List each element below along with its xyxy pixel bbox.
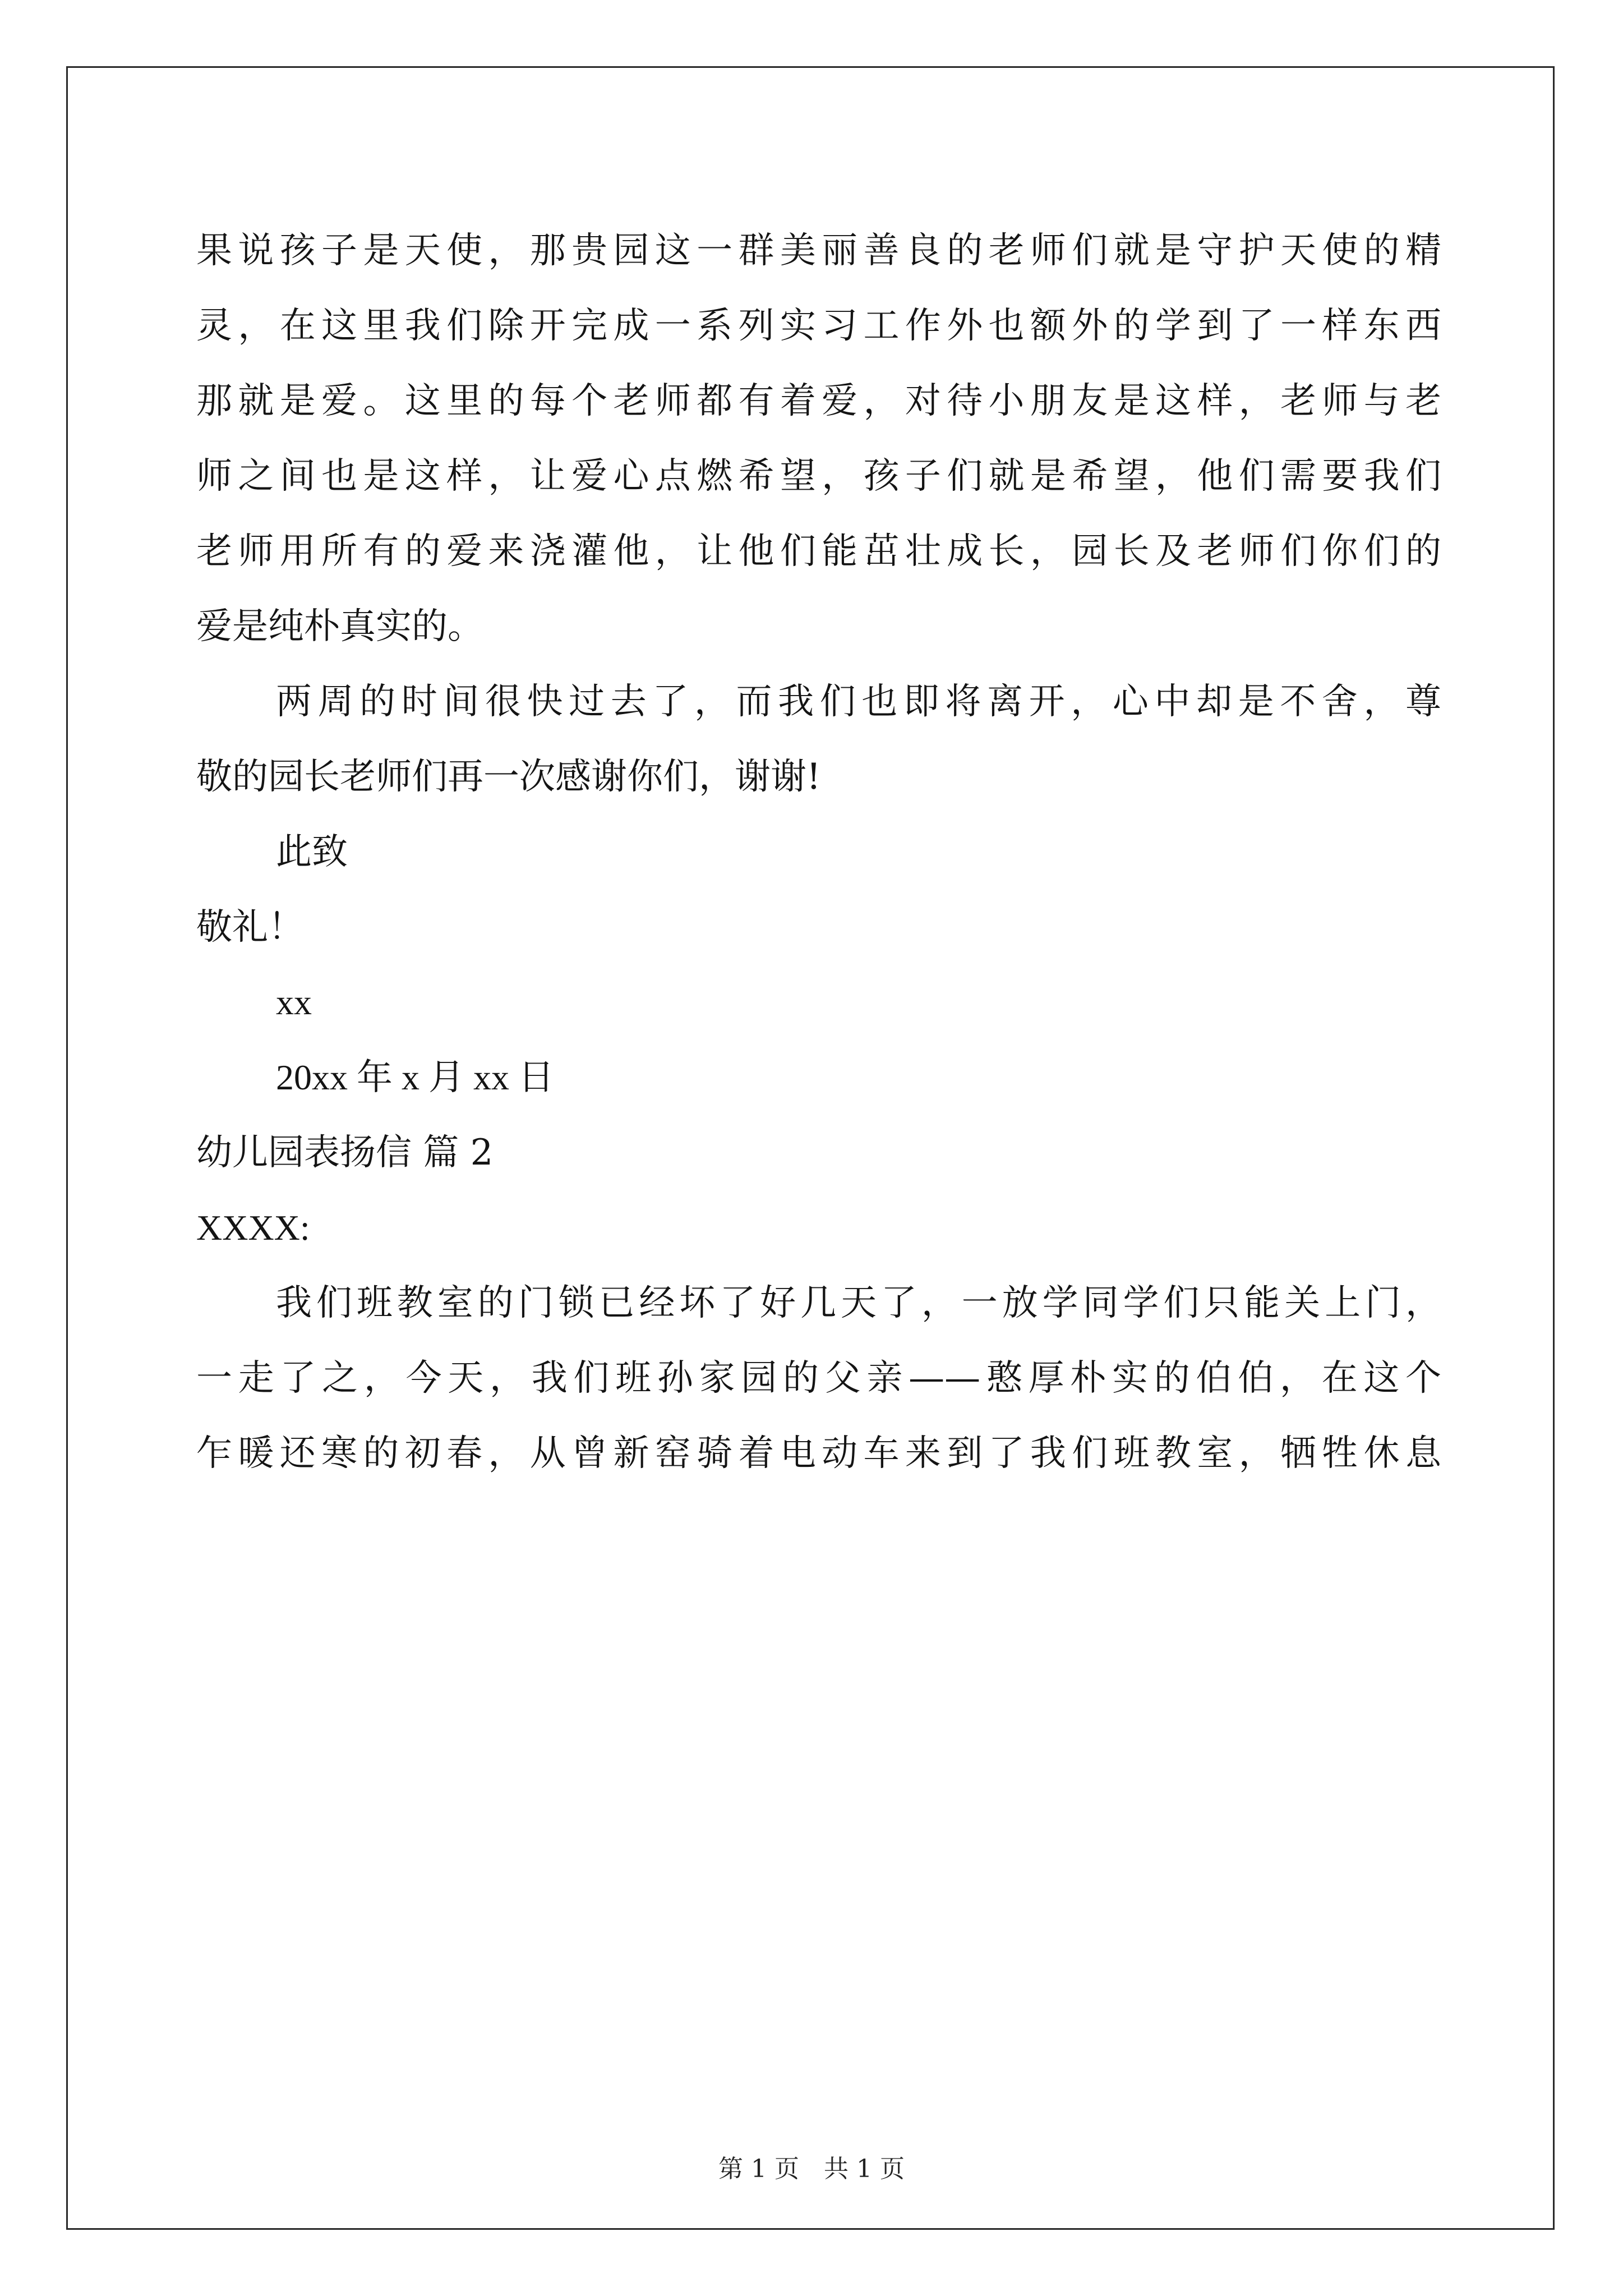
- section-title: 幼儿园表扬信 篇 2: [196, 1132, 494, 1174]
- paragraph-line: 老师用所有的爱来浇灌他，让他们能茁壮成长，园长及老师们你们的: [196, 531, 1441, 572]
- paragraph-line: 两周的时间很快过去了，而我们也即将离开，心中却是不舍，尊: [276, 681, 1441, 723]
- letter-date: 20xx 年 x 月 xx 日: [276, 1057, 554, 1097]
- paragraph-line: 师之间也是这样，让爱心点燃希望，孩子们就是希望，他们需要我们: [196, 455, 1441, 497]
- paragraph-line: 灵，在这里我们除开完成一系列实习工作外也额外的学到了一样东西: [196, 305, 1441, 347]
- addressee: XXXX:: [196, 1208, 310, 1248]
- paragraph-line: 乍暖还寒的初春，从曾新窑骑着电动车来到了我们班教室，牺牲休息: [196, 1433, 1441, 1474]
- signature: xx: [276, 982, 312, 1022]
- paragraph-line: 果说孩子是天使，那贵园这一群美丽善良的老师们就是守护天使的精: [196, 230, 1441, 272]
- paragraph-line: 爱是纯朴真实的。: [196, 606, 483, 647]
- letter-body: [196, 213, 1441, 1491]
- paragraph-line: 那就是爱。这里的每个老师都有着爱，对待小朋友是这样，老师与老: [196, 380, 1441, 422]
- closing-phrase: 此致: [276, 831, 348, 873]
- page-footer: 第 1 页 共 1 页: [718, 2155, 905, 2183]
- paragraph-line: 我们班教室的门锁已经坏了好几天了，一放学同学们只能关上门，: [276, 1282, 1441, 1324]
- paragraph-line: 敬的园长老师们再一次感谢你们，谢谢!: [196, 756, 821, 798]
- salutation: 敬礼！: [196, 907, 304, 948]
- paragraph-line: 一走了之，今天，我们班孙家园的父亲——憨厚朴实的伯伯，在这个: [196, 1358, 1441, 1399]
